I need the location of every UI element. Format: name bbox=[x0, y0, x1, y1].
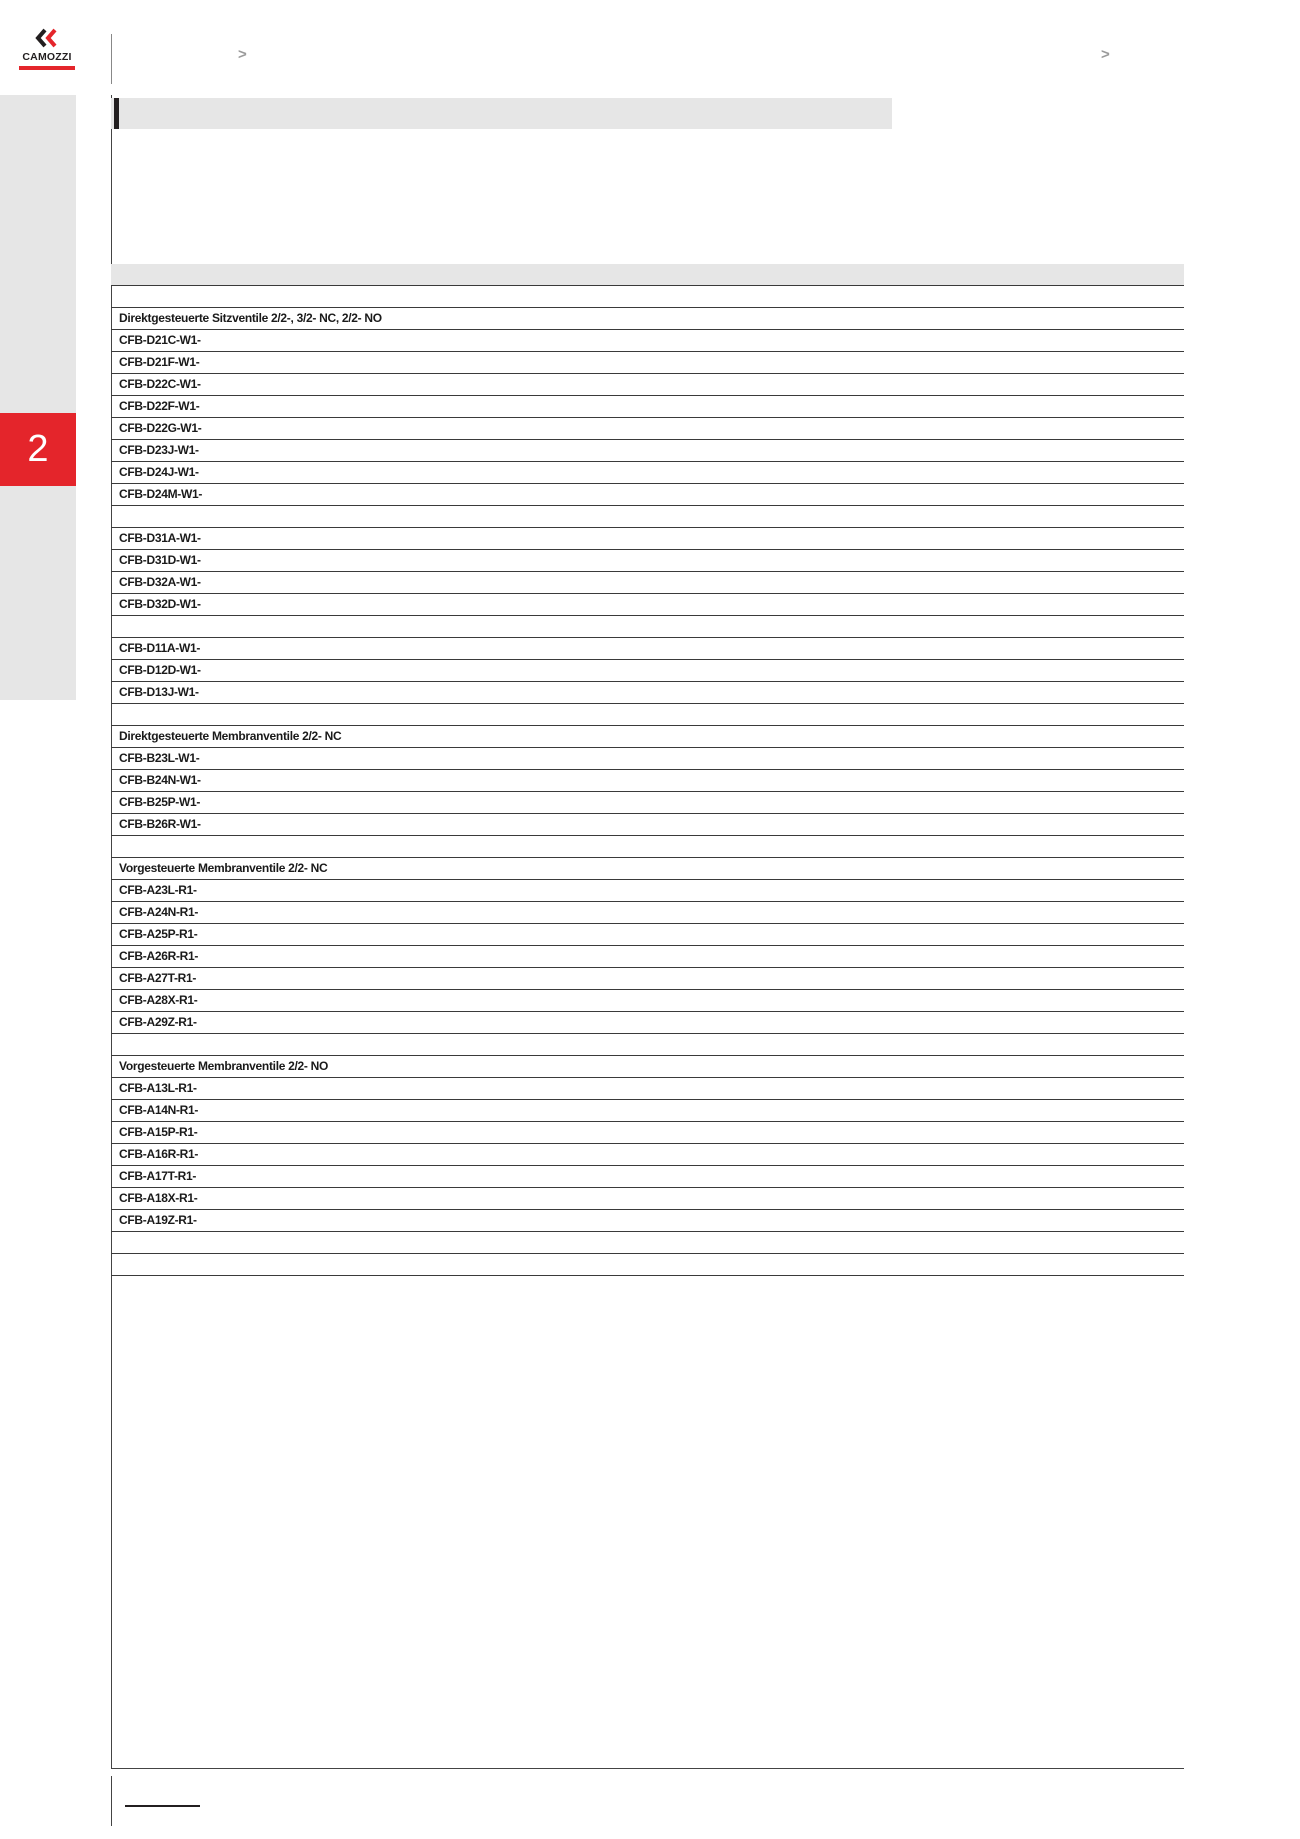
product-table bbox=[111, 264, 1184, 1276]
product-code: CFB-A13L-R1- bbox=[119, 1081, 197, 1095]
product-code: CFB-A26R-R1- bbox=[119, 949, 199, 963]
camozzi-logo bbox=[17, 28, 77, 76]
product-code: CFB-D24M-W1- bbox=[119, 487, 203, 501]
table-header bbox=[111, 264, 1184, 286]
table-row bbox=[111, 352, 1184, 374]
table-row bbox=[111, 946, 1184, 968]
table-row bbox=[111, 572, 1184, 594]
product-code: CFB-B26R-W1- bbox=[119, 817, 201, 831]
table-row bbox=[111, 484, 1184, 506]
product-code: CFB-D31A-W1- bbox=[119, 531, 201, 545]
product-code: CFB-D32A-W1- bbox=[119, 575, 201, 589]
table-section-row bbox=[111, 308, 1184, 330]
breadcrumb-separator: > bbox=[1101, 46, 1110, 63]
breadcrumb-separator: > bbox=[238, 46, 247, 63]
table-section-row bbox=[111, 1056, 1184, 1078]
chapter-tab[interactable]: 2 bbox=[0, 413, 76, 486]
table-row bbox=[111, 814, 1184, 836]
section-heading: Vorgesteuerte Membranventile 2/2- NO bbox=[119, 1059, 329, 1073]
table-row bbox=[111, 792, 1184, 814]
table-section-row bbox=[111, 858, 1184, 880]
product-code: CFB-A28X-R1- bbox=[119, 993, 198, 1007]
section-heading: Vorgesteuerte Membranventile 2/2- NC bbox=[119, 861, 328, 875]
table-row bbox=[111, 660, 1184, 682]
table-row bbox=[111, 902, 1184, 924]
table-row bbox=[111, 924, 1184, 946]
title-accent-bar bbox=[114, 98, 119, 129]
product-code: CFB-A14N-R1- bbox=[119, 1103, 199, 1117]
product-code: CFB-D22G-W1- bbox=[119, 421, 202, 435]
table-row bbox=[111, 1210, 1184, 1232]
table-row bbox=[111, 594, 1184, 616]
product-code: CFB-D22F-W1- bbox=[119, 399, 200, 413]
table-row bbox=[111, 1100, 1184, 1122]
table-section-row bbox=[111, 726, 1184, 748]
table-row bbox=[111, 968, 1184, 990]
product-code: CFB-D13J-W1- bbox=[119, 685, 199, 699]
product-code: CFB-A24N-R1- bbox=[119, 905, 199, 919]
product-code: CFB-D21C-W1- bbox=[119, 333, 201, 347]
table-row bbox=[111, 1012, 1184, 1034]
table-row bbox=[111, 396, 1184, 418]
table-blank-row bbox=[111, 1232, 1184, 1254]
product-code: CFB-B24N-W1- bbox=[119, 773, 201, 787]
camozzi-mark-icon bbox=[35, 28, 59, 48]
table-row bbox=[111, 638, 1184, 660]
product-code: CFB-D21F-W1- bbox=[119, 355, 200, 369]
product-code: CFB-B23L-W1- bbox=[119, 751, 200, 765]
product-code: CFB-A18X-R1- bbox=[119, 1191, 198, 1205]
brand-name: CAMOZZI bbox=[22, 51, 72, 63]
table-blank-row bbox=[111, 1254, 1184, 1276]
product-code: CFB-D22C-W1- bbox=[119, 377, 201, 391]
section-heading: Direktgesteuerte Sitzventile 2/2-, 3/2- NC, 2/2- NO bbox=[119, 311, 382, 325]
product-code: CFB-D12D-W1- bbox=[119, 663, 201, 677]
product-code: CFB-A27T-R1- bbox=[119, 971, 197, 985]
section-title-bar bbox=[111, 98, 892, 129]
product-code: CFB-A16R-R1- bbox=[119, 1147, 199, 1161]
table-row bbox=[111, 1078, 1184, 1100]
table-row bbox=[111, 880, 1184, 902]
product-code: CFB-D11A-W1- bbox=[119, 641, 201, 655]
table-row bbox=[111, 528, 1184, 550]
product-code: CFB-A19Z-R1- bbox=[119, 1213, 197, 1227]
table-blank-row bbox=[111, 836, 1184, 858]
header-divider bbox=[111, 34, 112, 84]
table-row bbox=[111, 330, 1184, 352]
footer-divider bbox=[111, 1776, 112, 1826]
product-code: CFB-A17T-R1- bbox=[119, 1169, 197, 1183]
table-blank-row bbox=[111, 616, 1184, 638]
table-blank-row bbox=[111, 704, 1184, 726]
table-row bbox=[111, 1188, 1184, 1210]
table-row bbox=[111, 682, 1184, 704]
table-blank-row bbox=[111, 1034, 1184, 1056]
section-heading: Direktgesteuerte Membranventile 2/2- NC bbox=[119, 729, 342, 743]
table-row bbox=[111, 418, 1184, 440]
table-row bbox=[111, 374, 1184, 396]
product-code: CFB-A15P-R1- bbox=[119, 1125, 198, 1139]
table-blank-row bbox=[111, 506, 1184, 528]
table-row bbox=[111, 770, 1184, 792]
table-row bbox=[111, 462, 1184, 484]
product-code: CFB-D31D-W1- bbox=[119, 553, 201, 567]
product-code: CFB-B25P-W1- bbox=[119, 795, 201, 809]
product-code: CFB-D32D-W1- bbox=[119, 597, 201, 611]
product-code: CFB-D24J-W1- bbox=[119, 465, 199, 479]
table-row bbox=[111, 440, 1184, 462]
product-code: CFB-A25P-R1- bbox=[119, 927, 198, 941]
page-number-underline bbox=[125, 1805, 200, 1807]
table-blank-row bbox=[111, 286, 1184, 308]
table-row bbox=[111, 550, 1184, 572]
brand-red-bar bbox=[19, 66, 75, 70]
table-row bbox=[111, 748, 1184, 770]
product-code: CFB-A29Z-R1- bbox=[119, 1015, 197, 1029]
chapter-sidebar bbox=[0, 95, 76, 700]
table-row bbox=[111, 1122, 1184, 1144]
table-row bbox=[111, 1166, 1184, 1188]
table-row bbox=[111, 990, 1184, 1012]
table-row bbox=[111, 1144, 1184, 1166]
page-bottom-rule bbox=[111, 1768, 1184, 1769]
product-code: CFB-D23J-W1- bbox=[119, 443, 199, 457]
product-code: CFB-A23L-R1- bbox=[119, 883, 197, 897]
